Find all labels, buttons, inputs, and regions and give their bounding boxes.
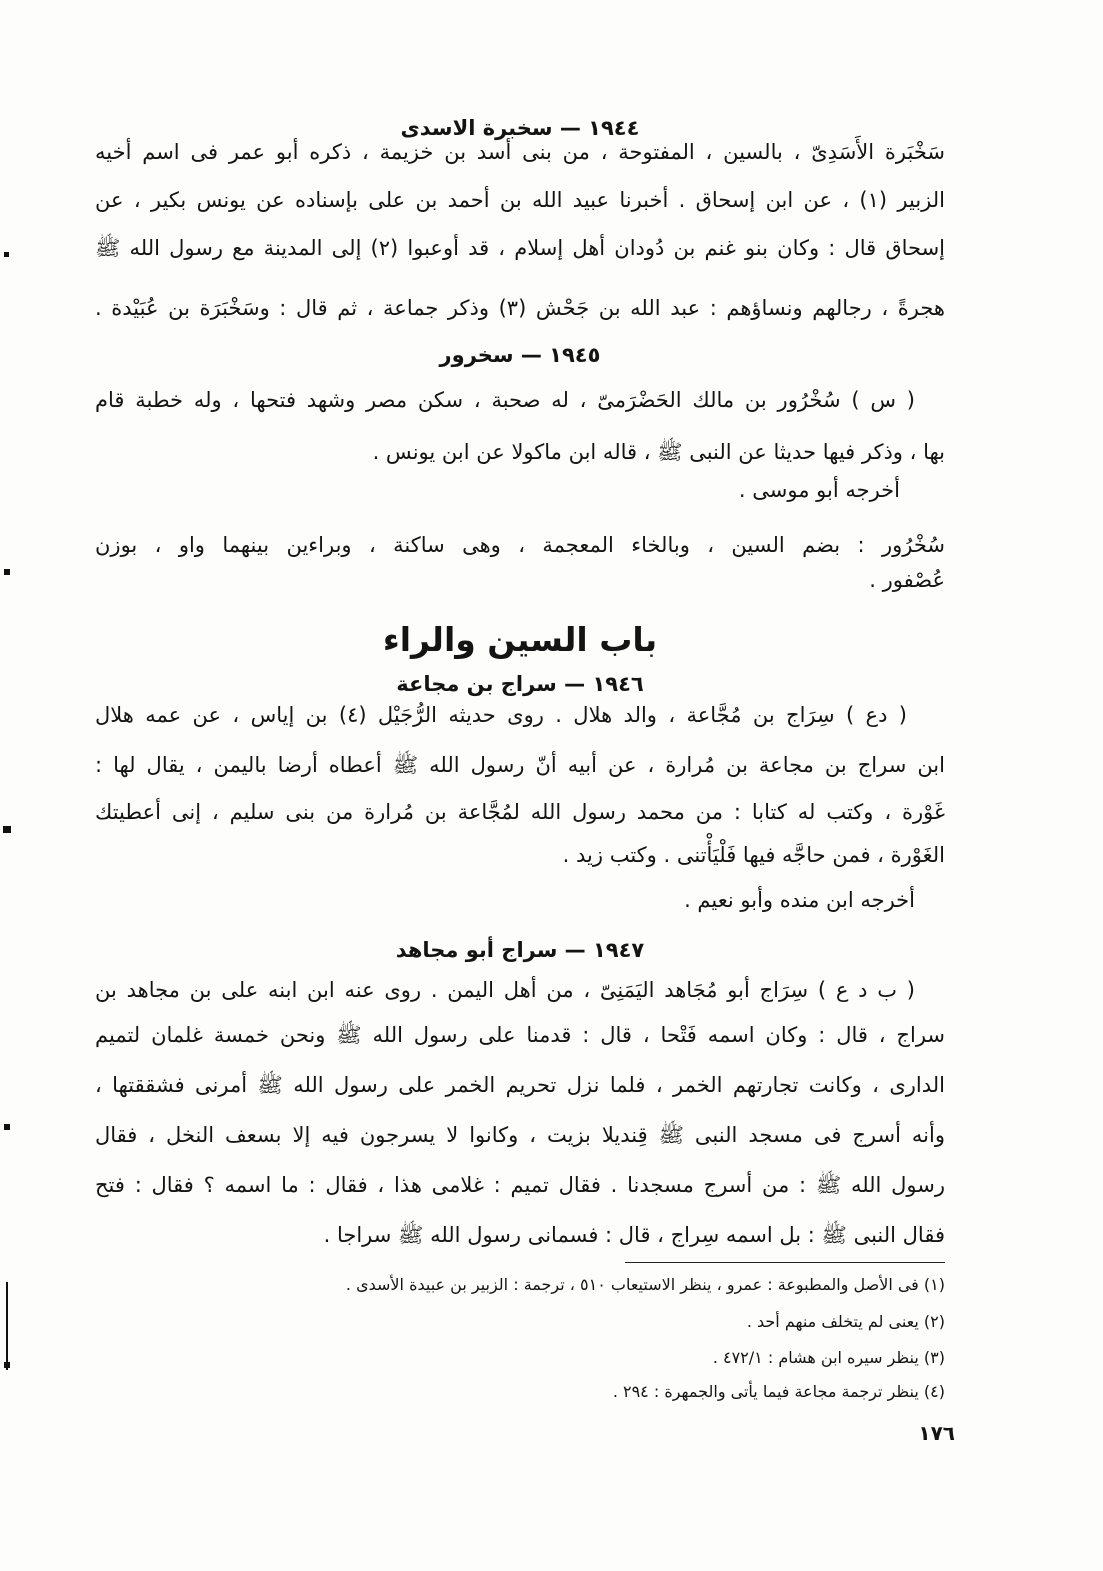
entry-heading: ١٩٤٧ — سراج أبو مجاهد (395, 938, 645, 962)
entry-line: سراج ، قال : وكان اسمه فَتْحا ، قال : قدمنا على رسول الله ﷺ ونحن خمسة غلمان لتميم (95, 1023, 945, 1047)
entry-line: ابن سراج بن مجاعة بن مُرارة ، عن أبيه أنّ رسول الله ﷺ أعطاه أرضا باليمن ، يقال لها : (95, 753, 945, 777)
entry-line: هجرةً ، رجالهم ونساؤهم : عبد الله بن جَحْش (٣) وذكر جماعة ، ثم قال : وسَخْبَرَة بن عُبَيْدة . (95, 296, 946, 320)
entry-line: عُصْفور . (869, 568, 945, 592)
entry-line: سَخْبَرة الأَسَدِىّ ، بالسين ، المفتوحة ، من بنى أسد بن خزيمة ، ذكره أبو عمر فى اسم أخيه (95, 140, 945, 164)
entry-line: بها ، وذكر فيها حديثا عن النبى ﷺ ، قاله ابن ماكولا عن ابن يونس . (372, 440, 945, 464)
scan-mark (4, 569, 10, 575)
scan-mark (6, 1282, 8, 1370)
entry-line: ( ب د ع ) سِرَاج أبو مُجَاهد اليَمَنِىّ ، من أهل اليمن . روى عنه ابن ابنه على بن مجاهد بن (95, 978, 915, 1002)
entry-line: الزبير (١) ، عن ابن إسحاق . أخبرنا عبيد الله بن أحمد بن على بإسناده عن يونس بكير ، عن (95, 188, 945, 212)
entry-line: الغَوْرة ، فمن حاجَّه فيها فَلْيَأْتنى . وكتب زيد . (562, 843, 945, 867)
entry-heading: ١٩٤٤ — سخبرة الاسدى (400, 116, 640, 140)
entry-line: إسحاق قال : وكان بنو غنم بن دُودان أهل إسلام ، قد أوعبوا (٢) إلى المدينة مع رسول الله ﷺ (95, 236, 946, 260)
scan-mark (4, 252, 9, 257)
entry-line: أخرجه ابن منده وأبو نعيم . (684, 888, 915, 912)
entry-line: فقال النبى ﷺ : بل اسمه سِراج ، قال : فسمانى رسول الله ﷺ سراجا . (323, 1223, 945, 1247)
footnote-divider (625, 1262, 945, 1263)
entry-line: وأنه أسرج فى مسجد النبى ﷺ قِنديلا بزيت ، وكانوا لا يسرجون فيه إلا بسعف النخل ، فقال (95, 1123, 945, 1147)
entry-line: ( س ) سُخْرُور بن مالك الحَضْرَمىّ ، له صحبة ، سكن مصر وشهد فتحها ، وله خطبة قام (95, 388, 915, 412)
entry-line: غَوْرة ، وكتب له كتابا : من محمد رسول الله لمُجَّاعة بن مُرارة من بنى سليم ، إنى أعطيتك (95, 800, 945, 824)
footnote: (٢) يعنى لم يتخلف منهم أحد . (746, 1312, 945, 1331)
entry-line: رسول الله ﷺ : من أسرج مسجدنا . فقال تميم : غلامى هذا ، فقال : ما اسمه ؟ فقال : فتح (95, 1173, 945, 1197)
page-number: ١٧٦ (918, 1421, 955, 1445)
entry-line: سُخْرُور : بضم السين ، وبالخاء المعجمة ، وهى ساكنة ، وبراءين بينهما واو ، بوزن (95, 533, 945, 557)
footnote: (١) فى الأصل والمطبوعة : عمرو ، ينظر الاستيعاب ٥١٠ ، ترجمة : الزبير بن عبيدة الأسدى . (345, 1275, 945, 1294)
scan-mark (3, 826, 11, 833)
entry-line: أخرجه أبو موسى . (738, 478, 900, 502)
footnote: (٣) ينظر سيره ابن هشام : ٤٧٢/١ . (712, 1348, 945, 1367)
scan-mark (4, 1362, 10, 1368)
entry-heading: ١٩٤٦ — سراج بن مجاعة (396, 672, 644, 696)
footnote: (٤) ينظر ترجمة مجاعة فيما يأتى والجمهرة : ٢٩٤ . (612, 1382, 945, 1401)
chapter-title: باب السين والراء (382, 620, 658, 659)
entry-heading: ١٩٤٥ — سخرور (439, 343, 601, 367)
scan-mark (4, 1124, 10, 1130)
entry-line: الدارى ، وكانت تجارتهم الخمر ، فلما نزل تحريم الخمر على رسول الله ﷺ أمرنى فشققتها ، (95, 1073, 945, 1097)
entry-line: ( دع ) سِرَاج بن مُجَّاعة ، والد هلال . روى حديثه الرُّجَيْل (٤) بن إياس ، عن عمه هلال (95, 703, 907, 727)
